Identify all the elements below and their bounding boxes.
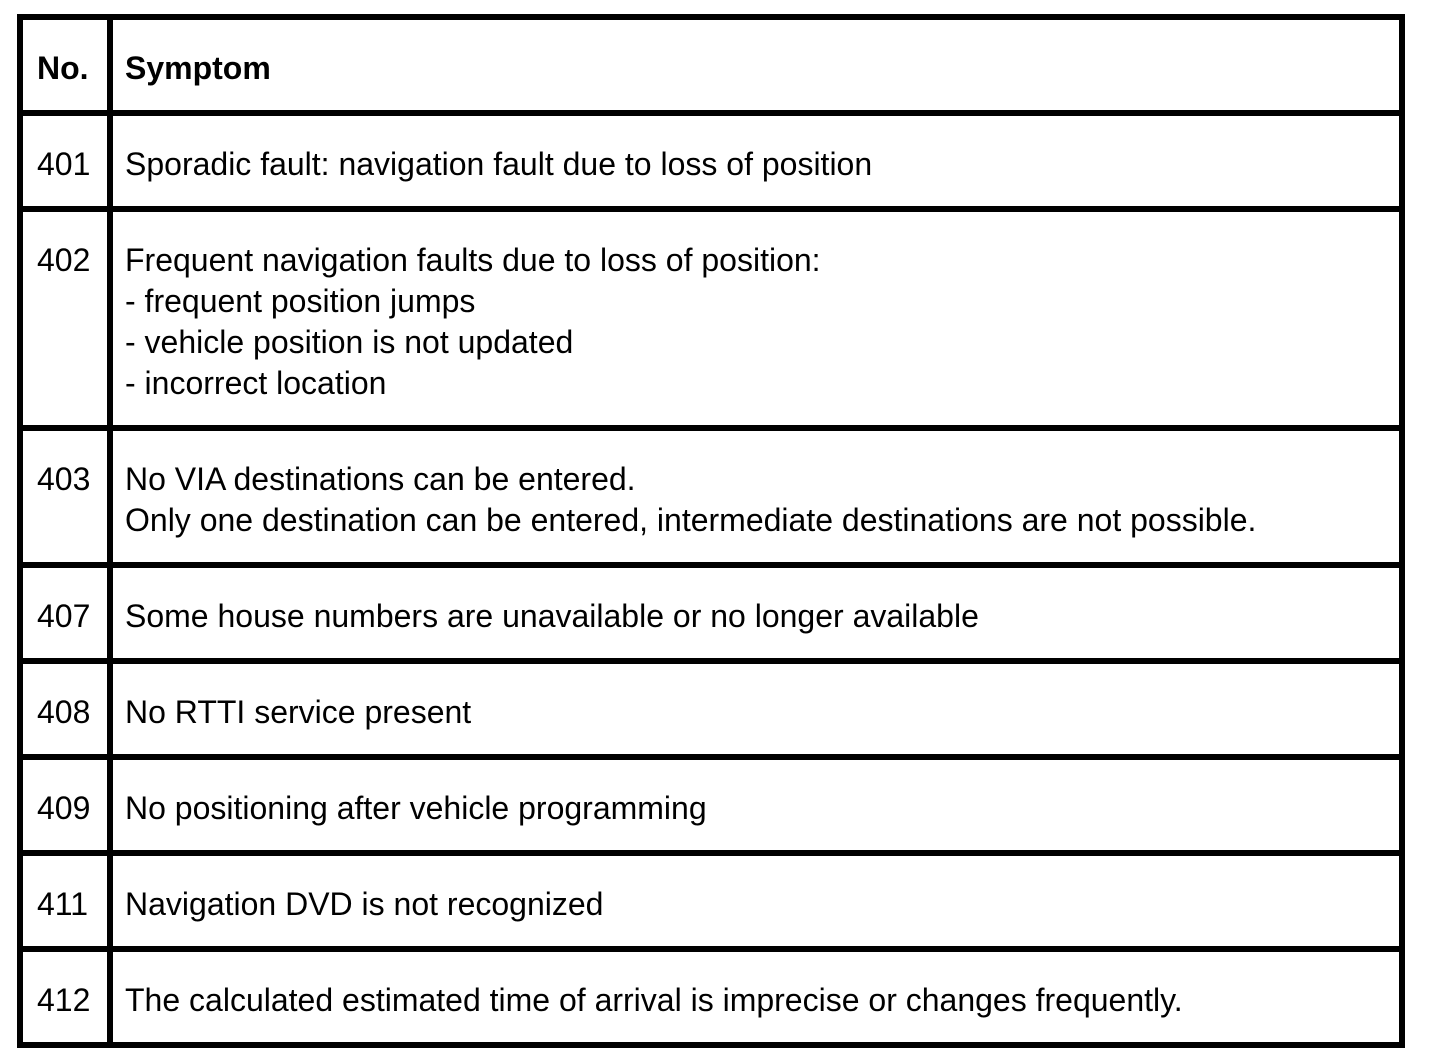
symptom-line: - frequent position jumps xyxy=(125,283,476,319)
table-row xyxy=(20,428,1402,565)
table-header xyxy=(20,17,1402,113)
symptom-line: - incorrect location xyxy=(125,365,387,401)
header-no: No. xyxy=(20,17,110,113)
row-number: 401 xyxy=(20,113,110,209)
symptom-line: No VIA destinations can be entered. xyxy=(125,461,636,497)
row-symptom xyxy=(110,757,1402,853)
table-row xyxy=(20,661,1402,757)
table-row xyxy=(20,209,1402,428)
row-symptom xyxy=(110,949,1402,1045)
table-row xyxy=(20,949,1402,1045)
row-number: 411 xyxy=(20,853,110,949)
row-symptom xyxy=(110,209,1402,428)
symptom-line: - vehicle position is not updated xyxy=(125,324,574,360)
table-row xyxy=(20,113,1402,209)
symptom-line: Some house numbers are unavailable or no longer available xyxy=(125,598,979,634)
table-body xyxy=(20,113,1402,1045)
row-number: 402 xyxy=(20,209,110,428)
symptom-table xyxy=(17,14,1405,1048)
row-symptom xyxy=(110,853,1402,949)
symptom-line: The calculated estimated time of arrival is imprecise or changes frequently. xyxy=(125,982,1183,1018)
row-number: 412 xyxy=(20,949,110,1045)
row-symptom xyxy=(110,661,1402,757)
table-row xyxy=(20,565,1402,661)
header-symptom: Symptom xyxy=(110,17,1402,113)
symptom-line: Frequent navigation faults due to loss of position: xyxy=(125,242,821,278)
row-symptom xyxy=(110,428,1402,565)
header-row xyxy=(20,17,1402,113)
symptom-line: Only one destination can be entered, intermediate destinations are not possible. xyxy=(125,502,1257,538)
symptom-line: Sporadic fault: navigation fault due to loss of position xyxy=(125,146,873,182)
row-number: 403 xyxy=(20,428,110,565)
row-number: 408 xyxy=(20,661,110,757)
symptom-line: No positioning after vehicle programming xyxy=(125,790,707,826)
row-number: 407 xyxy=(20,565,110,661)
symptom-line: Navigation DVD is not recognized xyxy=(125,886,604,922)
table-row xyxy=(20,757,1402,853)
table-row xyxy=(20,853,1402,949)
row-symptom xyxy=(110,565,1402,661)
symptom-line: No RTTI service present xyxy=(125,694,472,730)
row-number: 409 xyxy=(20,757,110,853)
row-symptom xyxy=(110,113,1402,209)
